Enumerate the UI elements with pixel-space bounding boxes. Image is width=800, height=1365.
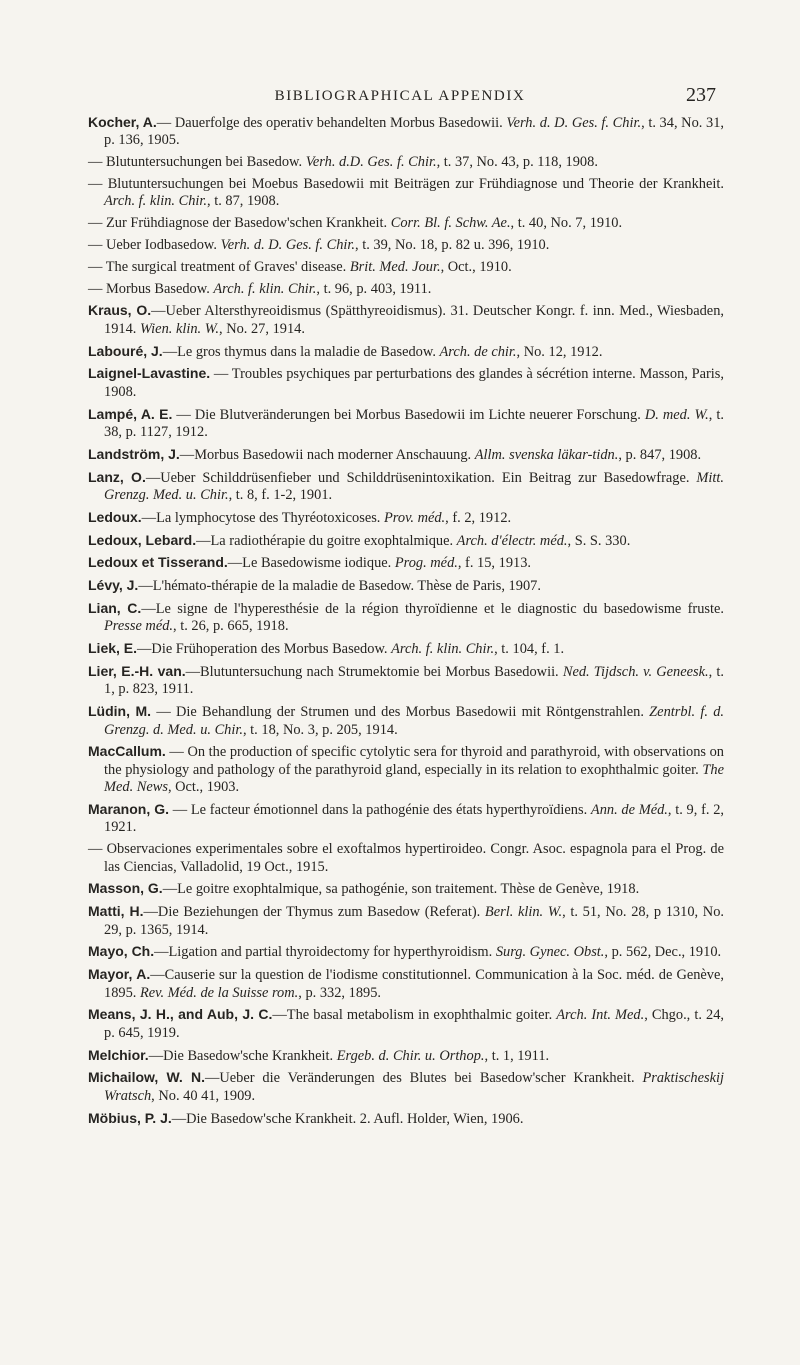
entry-title: Die Frühoperation des Morbus Basedow. [151, 641, 392, 658]
entry-author: Lévy, J. [88, 577, 139, 594]
bibliography-entry [88, 365, 724, 401]
entry-separator: — [204, 1070, 220, 1087]
entry-source: Ergeb. d. Chir. u. Orthop. [336, 1047, 485, 1064]
bibliography-entry [88, 554, 724, 572]
entry-source: Arch. Int. Med. [556, 1007, 645, 1024]
entry-title: Le goitre exophtalmique, sa pathogénie, son traitement. Thèse de Genève, 1918. [177, 881, 640, 898]
entry-separator: — [151, 704, 176, 721]
bibliography-entry [88, 259, 724, 276]
entry-source: Wien. klin. W. [139, 320, 219, 337]
entry-details: , t. 9, f. 2, 1921. [104, 802, 724, 836]
entry-source: Verh. d. D. Ges. f. Chir. [220, 237, 356, 253]
entry-separator: — [272, 1007, 287, 1024]
bibliography-entry [88, 1110, 724, 1128]
entry-details: , t. 38, p. 1127, 1912. [104, 406, 724, 440]
entry-author: Landström, J. [88, 445, 180, 462]
bibliography-entry [88, 943, 724, 961]
entry-author: Lüdin, M. [88, 703, 152, 720]
entry-separator: — [162, 881, 178, 898]
entry-title: Morbus Basedow. [106, 280, 214, 297]
entry-title: Die Basedow'sche Krankheit. [163, 1047, 337, 1064]
entry-source: Corr. Bl. f. Schw. Ae. [390, 215, 511, 232]
bibliography-entry [88, 966, 724, 1002]
entry-author: Kraus, O. [88, 302, 152, 319]
entry-title: Troubles psychiques par perturbations des glandes à sécrétion interne. Masson, Paris, 1908. [104, 366, 724, 400]
bibliography-entry [88, 880, 724, 898]
bibliography-entry [88, 841, 724, 876]
entry-title: Observaciones experimentales sobre el exoftalmos hypertiroideo. Congr. Asoc. espagnola para el Prog. de las Ciencias, Valladolid, 19 Oct., 1915. [104, 841, 724, 875]
bibliography-entry [88, 532, 724, 550]
bibliography-entry [88, 903, 724, 939]
bibliography-entry [88, 703, 724, 739]
entry-title: Blutuntersuchung nach Strumektomie bei Morbus Basedowii. [200, 663, 563, 680]
entry-separator: — [145, 469, 161, 486]
entry-author: Lampé, A. E. [88, 405, 173, 422]
bibliography-entry [88, 640, 724, 658]
entry-source: Arch. f. klin. Chir. [213, 280, 317, 297]
entry-separator: — [185, 663, 201, 680]
entry-separator: — [179, 446, 195, 463]
entry-details: , f. 2, 1912. [445, 509, 512, 526]
entry-title: Zur Frühdiagnose der Basedow'schen Krankheit. [106, 215, 391, 232]
entry-separator: — [88, 176, 108, 192]
entry-details: , No. 12, 1912. [516, 343, 603, 360]
entry-source: Ann. de Méd. [590, 802, 668, 818]
entry-title: L'hémato-thérapie de la maladie de Basedow. Thèse de Paris, 1907. [152, 578, 541, 595]
entry-source: Verh. d. D. Ges. f. Chir. [506, 115, 642, 131]
entry-details: , Oct., 1910. [440, 258, 512, 275]
entry-separator: — [156, 115, 175, 131]
bibliography-entry [88, 215, 724, 232]
entry-title: Le signe de l'hyperesthésie de la région thyroïdienne et le diagnostic du basedowisme fruste. [155, 600, 724, 617]
entry-title: Die Basedow'sche Krankheit. 2. Aufl. Holder, Wien, 1906. [186, 1110, 524, 1127]
entry-source: Presse méd. [104, 618, 174, 635]
entry-source: D. med. W. [644, 406, 709, 423]
entry-details: , p. 847, 1908. [618, 446, 702, 463]
entry-details: , S. S. 330. [567, 532, 631, 549]
entry-author: Ledoux et Tisserand. [88, 554, 228, 571]
bibliography-entry [88, 1069, 724, 1105]
entry-title: Ueber die Veränderungen des Blutes bei Basedow'scher Krankheit. [219, 1070, 643, 1087]
entry-author: Masson, G. [88, 880, 163, 897]
entry-separator: — [148, 1047, 164, 1064]
entry-source: Prog. méd. [394, 555, 458, 572]
entry-title: Ueber Schilddrüsenfieber und Schilddrüsenintoxikation. Ein Beitrag zur Basedowfrage. [160, 469, 697, 486]
bibliography-entry [88, 237, 724, 254]
entry-details: , t. 8, f. 1-2, 1901. [228, 487, 333, 503]
entry-separator: — [141, 600, 156, 617]
entry-author: Lian, C. [88, 599, 142, 616]
entry-title: Le Basedowisme iodique. [242, 555, 395, 572]
entry-source: Praktischeskij Wratsch [104, 1070, 724, 1104]
bibliography-entry [88, 406, 724, 442]
entry-details: , t. 1, p. 823, 1911. [104, 663, 724, 698]
entry-source: Zentrbl. f. d. Grenzg. d. Med. u. Chir. [104, 704, 725, 738]
entry-separator: — [151, 303, 166, 320]
entry-title: The surgical treatment of Graves' disease. [105, 258, 350, 275]
entry-details: , t. 96, p. 403, 1911. [316, 280, 432, 297]
entry-source: Rev. Méd. de la Suisse rom. [139, 984, 299, 1001]
entry-separator: — [141, 509, 157, 526]
entry-separator: — [143, 904, 158, 921]
entry-title: On the production of specific cytolytic sera for thyroid and parathyroid, with observations on the physiology and pathology of the parathyroid gland, especially in its relation to exophthalmic goiter. [104, 744, 724, 778]
bibliography-entry [88, 600, 724, 636]
entry-details: , t. 18, No. 3, p. 205, 1914. [242, 721, 398, 738]
entry-title: Morbus Basedowii nach moderner Anschauung. [194, 446, 475, 463]
entry-separator: — [154, 944, 169, 961]
entry-details: , t. 87, 1908. [207, 193, 280, 210]
entry-separator: — [162, 343, 178, 360]
entry-details: , t. 51, No. 28, p 1310, No. 29, p. 1365, 1914. [104, 904, 724, 938]
entry-title: La lymphocytose des Thyréotoxicoses. [156, 509, 385, 526]
entry-separator: — [210, 366, 232, 383]
entry-source: Prov. méd. [384, 509, 446, 526]
entry-author: Lier, E.-H. van. [88, 662, 186, 679]
entry-details: , p. 332, 1895. [298, 984, 381, 1001]
entry-author: Matti, H. [88, 903, 144, 920]
bibliography-entry [88, 577, 724, 595]
entry-author: Labouré, J. [88, 342, 163, 359]
entry-author: Ledoux, Lebard. [88, 531, 197, 548]
entry-author: Liek, E. [88, 640, 138, 657]
entry-title: Causerie sur la question de l'iodisme constitutionnel. Communication à la Soc. méd. de Genève, 1895. [104, 967, 724, 1001]
entry-author: Lanz, O. [88, 468, 146, 485]
entry-author: Kocher, A. [88, 114, 157, 130]
entry-separator: — [138, 578, 153, 595]
entry-source: Allm. svenska läkar-tidn. [474, 446, 619, 463]
entry-source: The Med. News [104, 761, 724, 796]
bibliography-entry [88, 469, 724, 505]
entry-source: Arch. de chir. [439, 343, 517, 360]
entry-author: Melchior. [88, 1046, 149, 1063]
entry-author: Mayo, Ch. [88, 943, 155, 960]
entry-author: Ledoux. [88, 508, 142, 525]
entry-source: Surg. Gynec. Obst. [495, 944, 605, 961]
entry-source: Arch. f. klin. Chir. [104, 193, 207, 210]
entry-separator: — [227, 555, 243, 572]
entry-title: The basal metabolism in exophthalmic goiter. [286, 1007, 557, 1024]
entry-author: Maranon, G. [88, 801, 170, 817]
entry-separator: — [88, 258, 106, 275]
entry-title: Blutuntersuchungen bei Moebus Basedowii mit Beiträgen zur Frühdiagnose und Theorie der Krankheit. [107, 176, 724, 192]
entry-source: Arch. f. klin. Chir. [391, 641, 495, 658]
entry-details: , Chgo., t. 24, p. 645, 1919. [104, 1007, 724, 1041]
entry-details: , t. 34, No. 31, p. 136, 1905. [104, 115, 725, 149]
entry-source: Brit. Med. Jour. [349, 258, 441, 275]
bibliography-list [88, 114, 724, 1132]
entry-separator: — [171, 1110, 187, 1127]
entry-source: Arch. d'électr. méd. [456, 532, 568, 549]
entry-author: Mayor, A. [88, 966, 151, 983]
entry-details: , f. 15, 1913. [457, 555, 532, 572]
bibliography-entry [88, 743, 724, 796]
entry-source: Ned. Tijdsch. v. Geneesk. [562, 663, 709, 680]
entry-title: La radiothérapie du goitre exophtalmique. [210, 532, 457, 549]
entry-title: Die Beziehungen der Thymus zum Basedow (Referat). [157, 904, 485, 921]
entry-details: , No. 27, 1914. [219, 320, 305, 337]
bibliography-entry [88, 801, 724, 837]
entry-title: Le gros thymus dans la maladie de Basedow. [177, 343, 440, 360]
entry-separator: — [196, 532, 211, 549]
entry-author: Means, J. H., and Aub, J. C. [88, 1006, 273, 1023]
entry-details: , No. 40 41, 1909. [151, 1087, 256, 1104]
entry-title: Ligation and partial thyroidectomy for hyperthyroidism. [168, 944, 496, 961]
entry-author: Möbius, P. J. [88, 1109, 172, 1126]
entry-separator: — [88, 215, 106, 232]
bibliography-entry [88, 154, 724, 171]
entry-separator: — [172, 406, 195, 423]
running-title: BIBLIOGRAPHICAL APPENDIX [274, 88, 526, 104]
bibliography-entry [88, 1047, 724, 1065]
bibliography-entry [88, 509, 724, 527]
entry-separator: — [88, 841, 107, 858]
entry-title: Blutuntersuchungen bei Basedow. [106, 154, 306, 171]
bibliography-entry [88, 1006, 724, 1042]
entry-title: Die Blutveränderungen bei Morbus Basedowii im Lichte neuerer Forschung. [194, 406, 645, 423]
entry-details: , t. 39, No. 18, p. 82 u. 396, 1910. [355, 237, 550, 253]
bibliography-entry [88, 114, 724, 150]
entry-title: Ueber Altersthyreoidismus (Spätthyreoidismus). 31. Deutscher Kongr. f. inn. Med., Wiesbaden, 1914. [104, 303, 724, 337]
entry-separator: — [88, 237, 106, 253]
entry-title: Dauerfolge des operativ behandelten Morbus Basedowii. [174, 115, 507, 131]
entry-details: , t. 37, No. 43, p. 118, 1908. [436, 154, 598, 171]
bibliography-entry [88, 302, 724, 338]
entry-source: Verh. d.D. Ges. f. Chir. [305, 154, 437, 171]
entry-details: , Oct., 1903. [167, 779, 240, 796]
bibliography-entry [88, 663, 724, 699]
entry-details: , t. 40, No. 7, 1910. [510, 215, 623, 232]
page-number: 237 [686, 84, 716, 106]
entry-separator: — [88, 280, 106, 297]
bibliography-entry [88, 446, 724, 464]
entry-details: , t. 104, f. 1. [494, 641, 565, 658]
entry-author: Laignel-Lavastine. [88, 365, 211, 382]
entry-separator: — [165, 744, 188, 761]
entry-author: Michailow, W. N. [88, 1069, 205, 1086]
bibliography-entry [88, 281, 724, 298]
entry-details: , p. 562, Dec., 1910. [604, 944, 722, 961]
entry-separator: — [150, 967, 165, 984]
entry-separator: — [169, 802, 191, 818]
entry-title: Die Behandlung der Strumen und des Morbus Basedowii mit Röntgenstrahlen. [175, 704, 650, 721]
entry-details: , t. 1, 1911. [484, 1047, 550, 1064]
entry-title: Le facteur émotionnel dans la pathogénie des états hyperthyroïdiens. [190, 802, 591, 818]
bibliography-entry [88, 176, 724, 211]
entry-author: MacCallum. [88, 743, 166, 760]
entry-source: Mitt. Grenzg. Med. u. Chir. [104, 469, 725, 503]
entry-source: Berl. klin. W. [484, 904, 563, 921]
bibliography-entry [88, 343, 724, 361]
entry-details: , t. 26, p. 665, 1918. [173, 618, 289, 635]
entry-title: Ueber Iodbasedow. [106, 237, 221, 253]
entry-separator: — [137, 641, 152, 658]
entry-separator: — [88, 154, 106, 171]
